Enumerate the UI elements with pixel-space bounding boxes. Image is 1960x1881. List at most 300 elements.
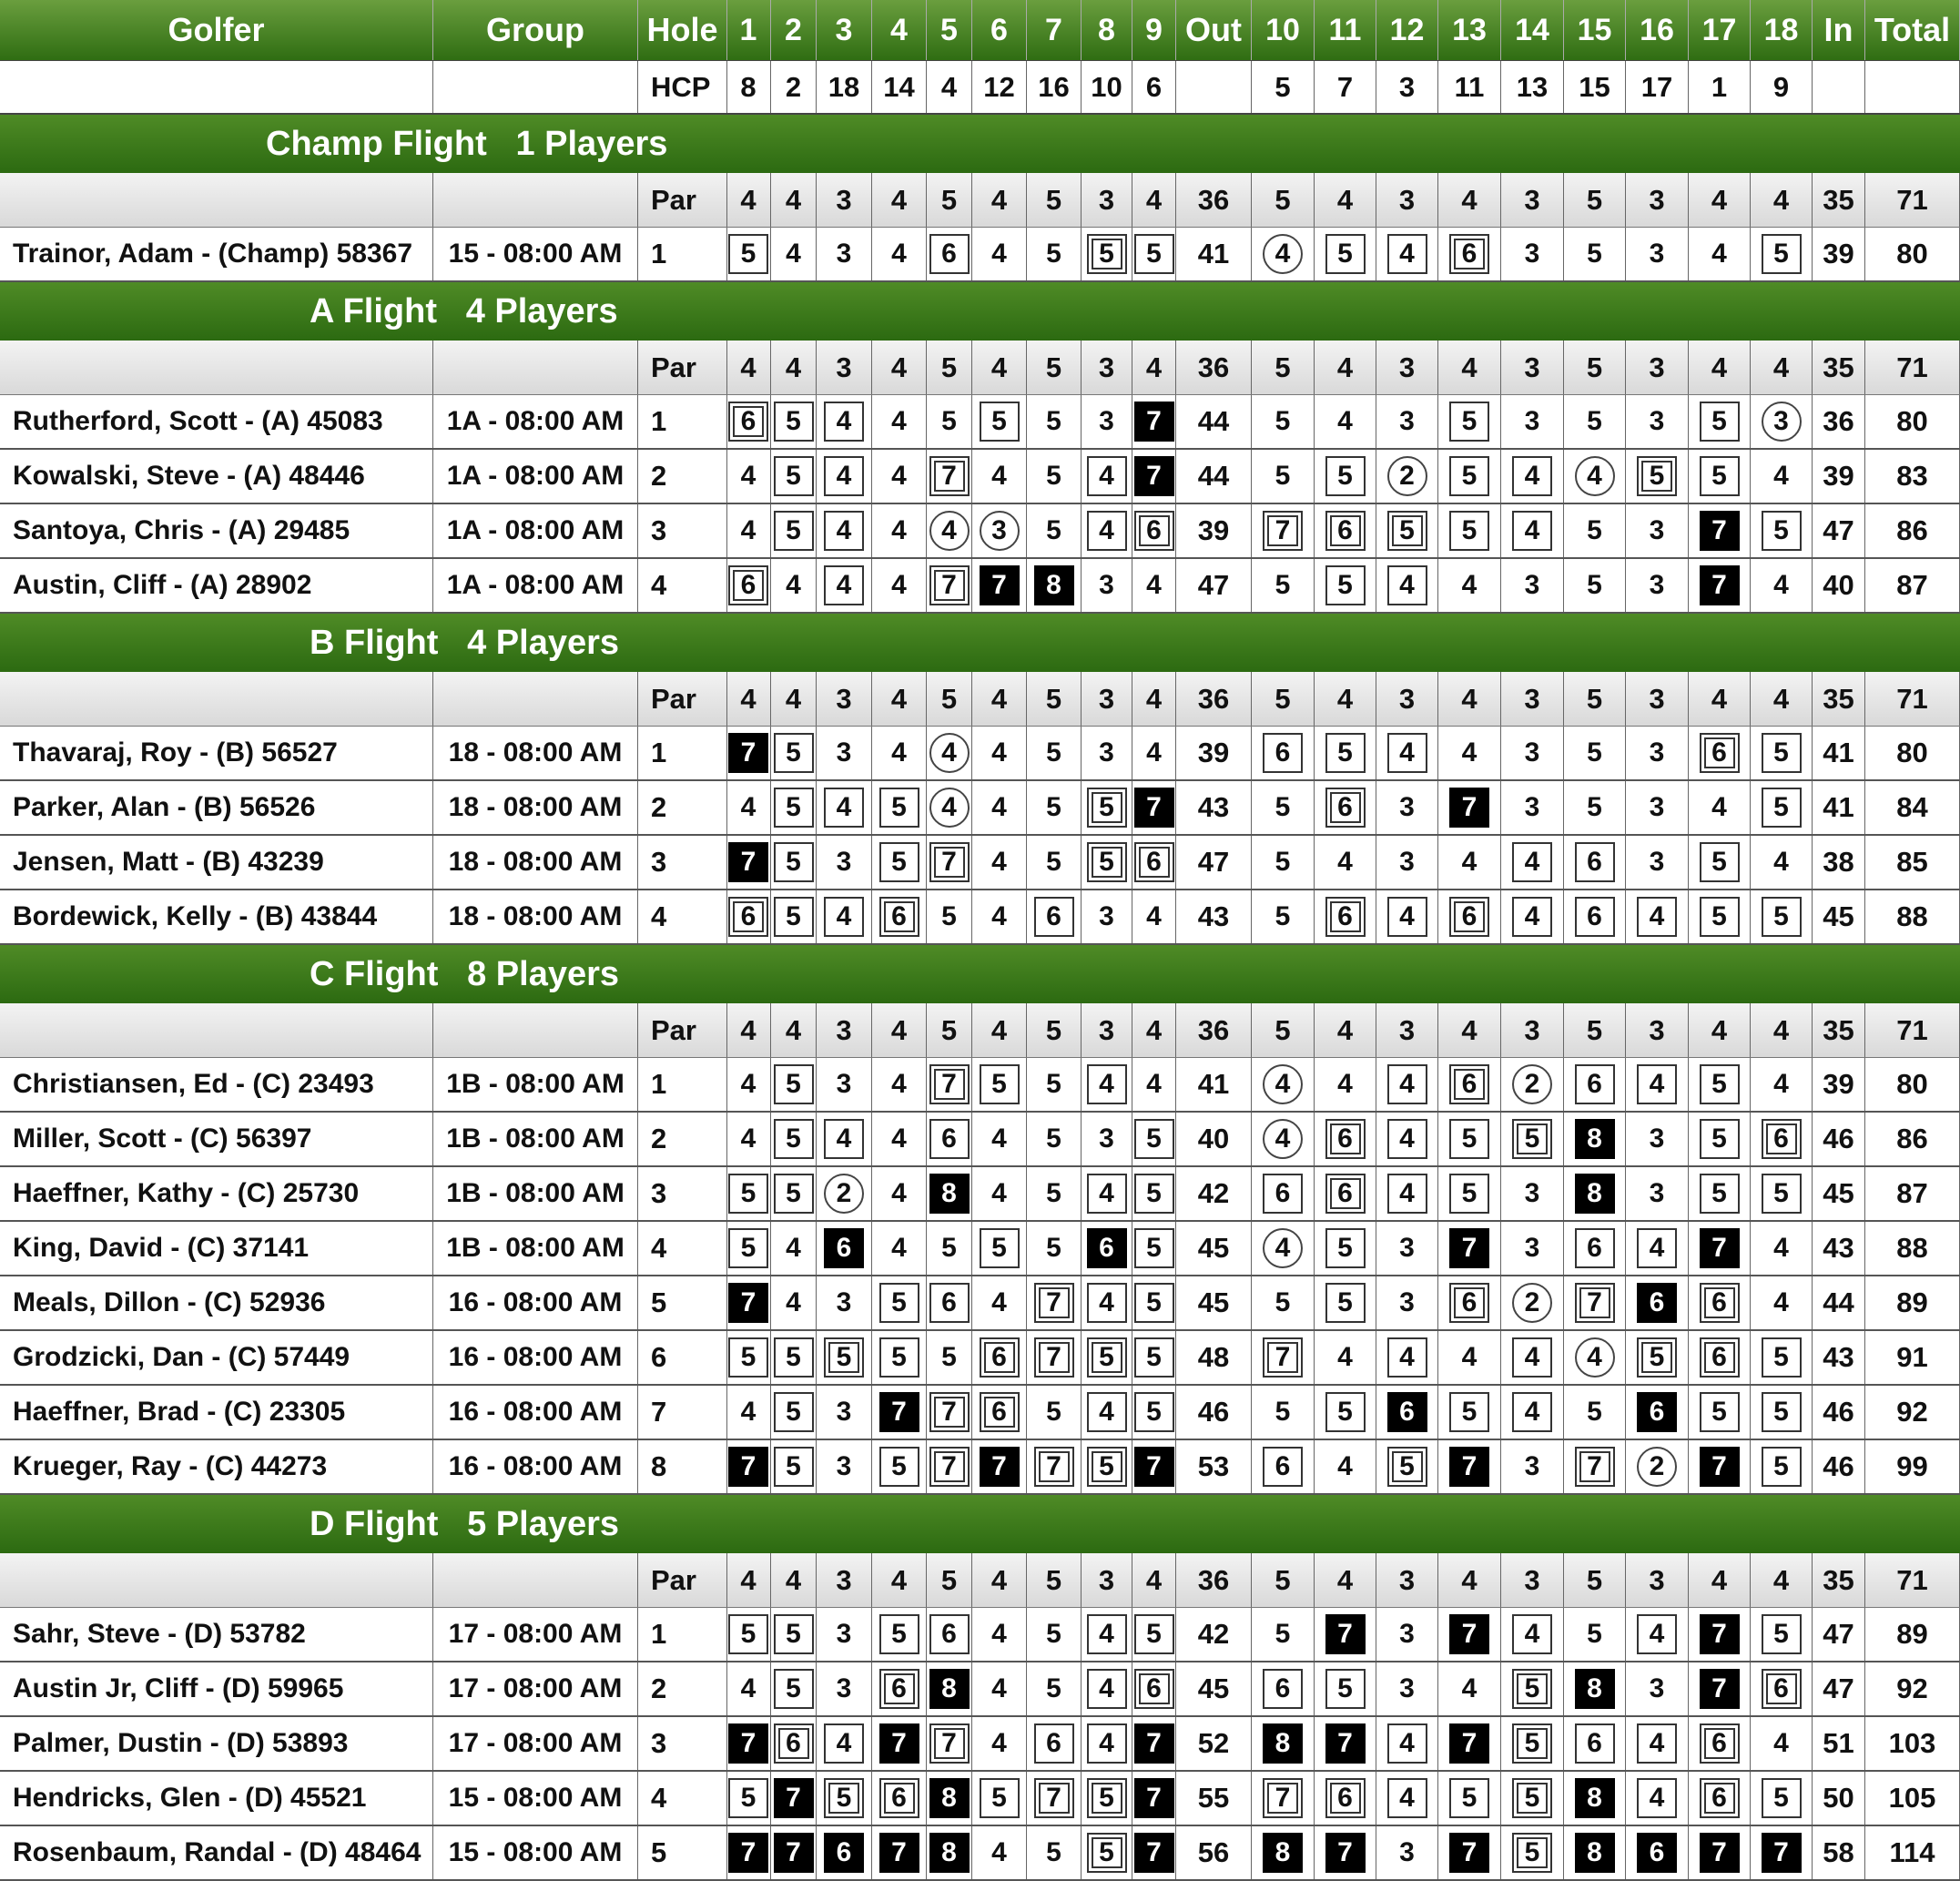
par-value: 4 xyxy=(872,1003,927,1057)
hole-score-cell xyxy=(1252,559,1315,612)
score-bogey: 4 xyxy=(1637,1614,1677,1654)
hole-score-cell xyxy=(1751,890,1813,943)
hole-score-cell xyxy=(1689,890,1751,943)
score-par: 5 xyxy=(1587,1619,1602,1649)
out-total: 43 xyxy=(1176,890,1252,943)
hcp-value: 16 xyxy=(1027,61,1082,113)
hole-score-cell xyxy=(1027,1608,1082,1661)
score-birdie: 4 xyxy=(1263,234,1303,274)
par-out: 36 xyxy=(1176,1553,1252,1607)
hole-score-cell xyxy=(1564,781,1626,834)
position: 2 xyxy=(638,450,727,503)
hole-score-cell xyxy=(1501,1058,1564,1111)
par-value: 3 xyxy=(1501,1003,1564,1057)
player-name: Trainor, Adam - (Champ) 58367 xyxy=(0,228,433,280)
hole-score-cell xyxy=(1252,228,1315,280)
score-triple-bogey: 8 xyxy=(1575,1119,1615,1159)
blank-cell xyxy=(433,173,638,227)
hole-score-cell xyxy=(1376,1276,1438,1329)
par-value: 4 xyxy=(1315,1553,1376,1607)
hole-score-cell xyxy=(1501,890,1564,943)
score-par: 4 xyxy=(891,1069,907,1099)
blank-cell xyxy=(1176,61,1252,113)
hole-score-cell xyxy=(1564,1276,1626,1329)
hole-score-cell xyxy=(1501,1222,1564,1275)
par-value: 3 xyxy=(1376,1553,1438,1607)
player-name: Christiansen, Ed - (C) 23493 xyxy=(0,1058,433,1111)
hole-score-cell xyxy=(972,1608,1027,1661)
score-bogey: 5 xyxy=(1700,842,1740,882)
hole-score-cell xyxy=(927,781,972,834)
score-bogey: 6 xyxy=(1034,1723,1074,1764)
hole-score-cell xyxy=(726,1222,771,1275)
score-double-bogey: 7 xyxy=(929,1447,970,1487)
hole-score-cell xyxy=(1438,1113,1501,1165)
hole-score-cell xyxy=(972,1113,1027,1165)
position: 5 xyxy=(638,1276,727,1329)
hole-score-cell xyxy=(1438,1608,1501,1661)
par-in: 35 xyxy=(1813,672,1865,726)
score-par: 4 xyxy=(891,1124,907,1154)
score-par: 5 xyxy=(1275,461,1291,491)
score-bogey: 4 xyxy=(824,402,864,442)
hole-score-cell xyxy=(1564,1113,1626,1165)
hole-score-cell xyxy=(1132,450,1176,503)
hole-score-cell xyxy=(1132,1440,1176,1493)
hole-score-cell xyxy=(726,1167,771,1220)
hole-score-cell xyxy=(1438,1440,1501,1493)
hole-score-cell xyxy=(1376,1826,1438,1879)
score-triple-bogey: 7 xyxy=(879,1723,919,1764)
hole-score-cell xyxy=(1376,450,1438,503)
score-par: 3 xyxy=(836,1451,852,1481)
score-par: 4 xyxy=(1711,792,1727,822)
score-bogey: 5 xyxy=(1134,1174,1174,1214)
hole-score-cell xyxy=(1689,727,1751,779)
score-bogey: 5 xyxy=(1762,234,1802,274)
hcp-value: 13 xyxy=(1501,61,1564,113)
score-bogey: 5 xyxy=(1700,1174,1740,1214)
hole-score-cell xyxy=(817,836,872,889)
score-bogey: 5 xyxy=(774,788,814,828)
par-in: 35 xyxy=(1813,1003,1865,1057)
hole-score-cell xyxy=(726,1772,771,1825)
hole-score-cell xyxy=(927,504,972,557)
par-value: 3 xyxy=(1376,1003,1438,1057)
hole-score-cell xyxy=(972,1222,1027,1275)
score-triple-bogey: 7 xyxy=(1134,1833,1174,1873)
hole-score-cell xyxy=(1315,504,1376,557)
hole-score-cell xyxy=(1027,395,1082,448)
out-total: 41 xyxy=(1176,228,1252,280)
hole-score-cell xyxy=(1376,504,1438,557)
hole-score-cell xyxy=(1027,836,1082,889)
score-birdie: 4 xyxy=(1575,456,1615,496)
score-bogey: 5 xyxy=(980,1064,1020,1104)
hole-score-cell xyxy=(1132,1167,1176,1220)
score-par: 4 xyxy=(891,737,907,768)
score-par: 5 xyxy=(941,1233,957,1263)
score-triple-bogey: 7 xyxy=(980,1447,1020,1487)
hole-score-cell xyxy=(1082,836,1132,889)
position: 3 xyxy=(638,504,727,557)
hcp-value: 15 xyxy=(1564,61,1626,113)
score-par: 4 xyxy=(991,1728,1007,1758)
score-par: 3 xyxy=(1099,406,1114,436)
score-bogey: 5 xyxy=(1762,733,1802,773)
score-bogey: 5 xyxy=(1449,456,1489,496)
position: 1 xyxy=(638,1058,727,1111)
position: 1 xyxy=(638,228,727,280)
score-par: 3 xyxy=(1649,239,1665,269)
position: 2 xyxy=(638,781,727,834)
par-value: 3 xyxy=(1082,1553,1132,1607)
hole-score-cell xyxy=(1438,1662,1501,1715)
score-bogey: 5 xyxy=(1325,456,1366,496)
score-triple-bogey: 6 xyxy=(1637,1392,1677,1432)
score-triple-bogey: 7 xyxy=(1134,1778,1174,1818)
hole-score-cell xyxy=(1501,1440,1564,1493)
score-double-bogey: 7 xyxy=(1263,1778,1303,1818)
player-name: Kowalski, Steve - (A) 48446 xyxy=(0,450,433,503)
score-bogey: 6 xyxy=(1575,1228,1615,1268)
par-value: 5 xyxy=(1564,1553,1626,1607)
score-par: 4 xyxy=(991,1673,1007,1703)
par-value: 3 xyxy=(817,1553,872,1607)
tee-group: 1A - 08:00 AM xyxy=(433,504,638,557)
tee-group: 17 - 08:00 AM xyxy=(433,1608,638,1661)
hole-score-cell xyxy=(1027,1717,1082,1770)
score-bogey: 5 xyxy=(1700,1392,1740,1432)
hole-score-cell xyxy=(1315,1662,1376,1715)
score-double-bogey: 5 xyxy=(824,1337,864,1378)
score-triple-bogey: 7 xyxy=(774,1833,814,1873)
out-total: 47 xyxy=(1176,559,1252,612)
hole-score-cell xyxy=(1689,1167,1751,1220)
hole-score-cell xyxy=(972,504,1027,557)
hole-score-cell xyxy=(972,559,1027,612)
score-triple-bogey: 7 xyxy=(1134,402,1174,442)
hole-score-cell xyxy=(1027,727,1082,779)
hole-score-cell xyxy=(1027,504,1082,557)
hole-header: 18 xyxy=(1751,0,1813,60)
score-par: 3 xyxy=(1649,792,1665,822)
hole-score-cell xyxy=(726,727,771,779)
score-double-bogey: 6 xyxy=(1449,1064,1489,1104)
hole-score-cell xyxy=(1564,1331,1626,1384)
in-total: 46 xyxy=(1813,1440,1865,1493)
score-bogey: 5 xyxy=(774,1392,814,1432)
blank-cell xyxy=(1813,61,1865,113)
score-triple-bogey: 7 xyxy=(1449,1614,1489,1654)
hole-score-cell xyxy=(872,1386,927,1439)
hole-score-cell xyxy=(1501,1386,1564,1439)
par-in: 35 xyxy=(1813,341,1865,394)
hole-header: 12 xyxy=(1376,0,1438,60)
tee-group: 16 - 08:00 AM xyxy=(433,1386,638,1439)
par-value: 5 xyxy=(927,1003,972,1057)
hole-score-cell xyxy=(1438,1222,1501,1275)
score-par: 3 xyxy=(836,737,852,768)
hole-score-cell xyxy=(1132,1772,1176,1825)
par-value: 4 xyxy=(972,1553,1027,1607)
score-birdie: 2 xyxy=(1512,1283,1552,1323)
score-bogey: 4 xyxy=(824,897,864,937)
hole-score-cell xyxy=(817,450,872,503)
par-value: 4 xyxy=(771,1003,817,1057)
hole-score-cell xyxy=(1501,1276,1564,1329)
hole-score-cell xyxy=(726,504,771,557)
par-value: 3 xyxy=(1626,672,1689,726)
player-row xyxy=(0,1608,1960,1662)
hole-score-cell xyxy=(1132,1113,1176,1165)
hole-score-cell xyxy=(817,1113,872,1165)
par-value: 4 xyxy=(771,173,817,227)
hole-score-cell xyxy=(1132,781,1176,834)
par-value: 4 xyxy=(1438,672,1501,726)
hcp-value: 4 xyxy=(927,61,972,113)
player-row xyxy=(0,1717,1960,1772)
score-triple-bogey: 7 xyxy=(1700,1669,1740,1709)
hole-score-cell xyxy=(972,1826,1027,1879)
par-value: 4 xyxy=(1689,341,1751,394)
hole-score-cell xyxy=(817,727,872,779)
score-par: 4 xyxy=(891,515,907,545)
par-value: 4 xyxy=(1132,341,1176,394)
hole-score-cell xyxy=(771,836,817,889)
blank-cell xyxy=(0,1003,433,1057)
hole-score-cell xyxy=(1082,1113,1132,1165)
par-out: 36 xyxy=(1176,672,1252,726)
hole-score-cell xyxy=(1132,1386,1176,1439)
par-row xyxy=(0,341,1960,395)
out-column-header: Out xyxy=(1176,0,1252,60)
hole-score-cell xyxy=(1626,836,1689,889)
score-bogey: 5 xyxy=(774,733,814,773)
hole-score-cell xyxy=(771,1167,817,1220)
score-birdie: 4 xyxy=(929,511,970,551)
par-out: 36 xyxy=(1176,1003,1252,1057)
hole-score-cell xyxy=(1252,1331,1315,1384)
position: 1 xyxy=(638,1608,727,1661)
score-double-bogey: 6 xyxy=(1325,511,1366,551)
position: 4 xyxy=(638,1772,727,1825)
hole-score-cell xyxy=(1132,836,1176,889)
hole-score-cell xyxy=(771,228,817,280)
hcp-label: HCP xyxy=(638,61,727,113)
score-bogey: 5 xyxy=(774,1064,814,1104)
score-par: 4 xyxy=(1337,1342,1353,1372)
score-par: 4 xyxy=(1773,570,1789,600)
score-bogey: 5 xyxy=(774,897,814,937)
par-value: 4 xyxy=(1751,672,1813,726)
in-total: 40 xyxy=(1813,559,1865,612)
par-value: 3 xyxy=(1082,341,1132,394)
score-bogey: 5 xyxy=(728,1778,768,1818)
player-row xyxy=(0,1222,1960,1276)
score-par: 3 xyxy=(1099,1124,1114,1154)
player-name: Grodzicki, Dan - (C) 57449 xyxy=(0,1331,433,1384)
hole-score-cell xyxy=(1626,1662,1689,1715)
score-triple-bogey: 7 xyxy=(1134,1447,1174,1487)
score-double-bogey: 5 xyxy=(1087,1778,1127,1818)
hcp-value: 8 xyxy=(726,61,771,113)
hole-score-cell xyxy=(771,1608,817,1661)
score-par: 5 xyxy=(941,1342,957,1372)
hole-score-cell xyxy=(1132,504,1176,557)
hole-score-cell xyxy=(1689,1331,1751,1384)
player-name: Austin Jr, Cliff - (D) 59965 xyxy=(0,1662,433,1715)
player-row xyxy=(0,1167,1960,1222)
score-bogey: 5 xyxy=(879,1337,919,1378)
score-par: 3 xyxy=(1649,1673,1665,1703)
score-double-bogey: 6 xyxy=(879,1669,919,1709)
hole-score-cell xyxy=(1689,395,1751,448)
score-double-bogey: 6 xyxy=(728,565,768,605)
score-double-bogey: 5 xyxy=(1087,842,1127,882)
flight-title-gap xyxy=(438,624,467,663)
hole-score-cell xyxy=(1376,890,1438,943)
score-bogey: 4 xyxy=(1512,1614,1552,1654)
hole-score-cell xyxy=(1501,450,1564,503)
hole-score-cell xyxy=(927,1608,972,1661)
par-value: 4 xyxy=(1132,672,1176,726)
score-bogey: 4 xyxy=(1087,1392,1127,1432)
player-row xyxy=(0,504,1960,559)
score-triple-bogey: 8 xyxy=(929,1669,970,1709)
hole-score-cell xyxy=(771,1222,817,1275)
score-bogey: 6 xyxy=(1263,733,1303,773)
in-column-header: In xyxy=(1813,0,1865,60)
score-par: 5 xyxy=(1046,1233,1061,1263)
tee-group: 1A - 08:00 AM xyxy=(433,450,638,503)
par-value: 4 xyxy=(1751,1553,1813,1607)
score-double-bogey: 6 xyxy=(879,1778,919,1818)
par-value: 3 xyxy=(1626,1553,1689,1607)
score-par: 3 xyxy=(1649,406,1665,436)
par-value: 3 xyxy=(1501,173,1564,227)
hole-score-cell xyxy=(1626,1222,1689,1275)
score-bogey: 5 xyxy=(1700,456,1740,496)
hole-score-cell xyxy=(1082,559,1132,612)
hole-score-cell xyxy=(1501,781,1564,834)
hole-score-cell xyxy=(872,727,927,779)
score-bogey: 5 xyxy=(1762,788,1802,828)
round-total: 86 xyxy=(1865,504,1960,557)
score-double-bogey: 6 xyxy=(1325,1778,1366,1818)
player-name: Rutherford, Scott - (A) 45083 xyxy=(0,395,433,448)
score-birdie: 2 xyxy=(1637,1447,1677,1487)
score-birdie: 4 xyxy=(1575,1337,1615,1378)
hole-score-cell xyxy=(972,450,1027,503)
score-bogey: 4 xyxy=(1087,1614,1127,1654)
hole-score-cell xyxy=(1751,836,1813,889)
in-total: 43 xyxy=(1813,1331,1865,1384)
hole-score-cell xyxy=(1689,1440,1751,1493)
player-name: Palmer, Dustin - (D) 53893 xyxy=(0,1717,433,1770)
hole-score-cell xyxy=(1252,1826,1315,1879)
par-total: 71 xyxy=(1865,672,1960,726)
blank-cell xyxy=(0,1553,433,1607)
hole-score-cell xyxy=(872,1826,927,1879)
hole-score-cell xyxy=(1027,450,1082,503)
hole-score-cell xyxy=(771,781,817,834)
player-name: Bordewick, Kelly - (B) 43844 xyxy=(0,890,433,943)
hole-score-cell xyxy=(1751,727,1813,779)
score-double-bogey: 6 xyxy=(1325,1174,1366,1214)
hole-header: 5 xyxy=(927,0,972,60)
score-triple-bogey: 8 xyxy=(929,1778,970,1818)
score-double-bogey: 6 xyxy=(1700,1778,1740,1818)
flight-player-count: 8 Players xyxy=(467,954,620,993)
score-par: 3 xyxy=(1649,1124,1665,1154)
par-value: 4 xyxy=(972,1003,1027,1057)
score-triple-bogey: 7 xyxy=(774,1778,814,1818)
score-bogey: 4 xyxy=(1087,1064,1127,1104)
hole-score-cell xyxy=(1564,727,1626,779)
hole-score-cell xyxy=(1315,836,1376,889)
score-bogey: 5 xyxy=(1134,1228,1174,1268)
in-total: 51 xyxy=(1813,1717,1865,1770)
hole-score-cell xyxy=(1564,1058,1626,1111)
par-value: 4 xyxy=(972,341,1027,394)
in-total: 58 xyxy=(1813,1826,1865,1879)
score-bogey: 4 xyxy=(1087,1669,1127,1709)
hole-score-cell xyxy=(872,228,927,280)
score-par: 3 xyxy=(1524,737,1540,768)
par-value: 4 xyxy=(726,173,771,227)
in-total: 43 xyxy=(1813,1222,1865,1275)
score-bogey: 5 xyxy=(1449,1174,1489,1214)
hole-score-cell xyxy=(1438,1276,1501,1329)
score-triple-bogey: 8 xyxy=(1263,1833,1303,1873)
hole-score-cell xyxy=(872,1276,927,1329)
score-bogey: 4 xyxy=(1512,511,1552,551)
hole-score-cell xyxy=(817,890,872,943)
tee-group: 16 - 08:00 AM xyxy=(433,1440,638,1493)
hole-score-cell xyxy=(1315,1331,1376,1384)
score-bogey: 4 xyxy=(1387,1174,1427,1214)
score-par: 3 xyxy=(836,847,852,877)
round-total: 85 xyxy=(1865,836,1960,889)
score-bogey: 5 xyxy=(728,234,768,274)
out-total: 44 xyxy=(1176,395,1252,448)
par-value: 3 xyxy=(817,341,872,394)
hole-score-cell xyxy=(1132,1222,1176,1275)
score-double-bogey: 6 xyxy=(1134,842,1174,882)
score-par: 5 xyxy=(1046,1124,1061,1154)
score-par: 3 xyxy=(1399,792,1415,822)
score-par: 5 xyxy=(1046,792,1061,822)
score-double-bogey: 6 xyxy=(980,1392,1020,1432)
hole-score-cell xyxy=(1027,559,1082,612)
hole-score-cell xyxy=(1626,228,1689,280)
hole-score-cell xyxy=(1027,1276,1082,1329)
tee-group: 1B - 08:00 AM xyxy=(433,1167,638,1220)
score-triple-bogey: 7 xyxy=(728,1283,768,1323)
blank-cell xyxy=(433,341,638,394)
hole-score-cell xyxy=(1082,781,1132,834)
score-triple-bogey: 7 xyxy=(1134,456,1174,496)
score-bogey: 4 xyxy=(1387,733,1427,773)
hole-score-cell xyxy=(1132,559,1176,612)
hole-score-cell xyxy=(1689,1662,1751,1715)
par-value: 4 xyxy=(1751,1003,1813,1057)
in-total: 47 xyxy=(1813,1608,1865,1661)
blank-cell xyxy=(0,341,433,394)
flight-title xyxy=(310,282,618,341)
flight-title xyxy=(310,1495,619,1553)
